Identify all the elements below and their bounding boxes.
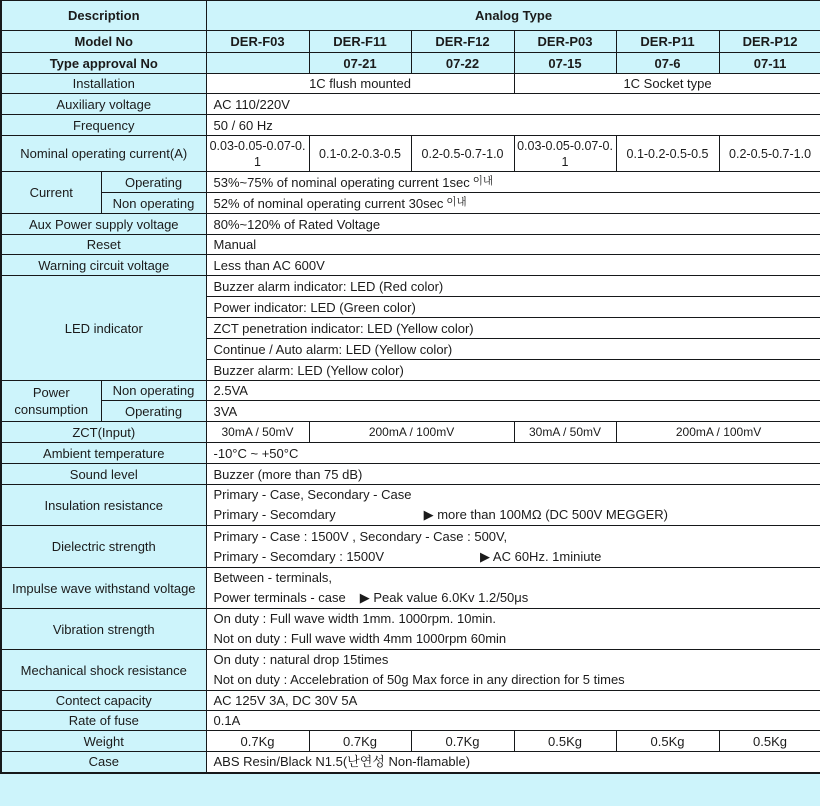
zct-cell: 30mA / 50mV bbox=[206, 422, 309, 443]
approval-label: Type approval No bbox=[1, 53, 206, 74]
approval-cell: 07-11 bbox=[719, 53, 820, 74]
dielectric-value bbox=[206, 526, 820, 568]
nominal-current-cell: 0.03-0.05-0.07-0.1 bbox=[206, 136, 309, 172]
weight-cell: 0.5Kg bbox=[616, 731, 719, 752]
contact-label: Contect capacity bbox=[1, 691, 206, 711]
led-label: LED indicator bbox=[1, 276, 206, 381]
weight-row bbox=[1, 731, 820, 752]
approval-cell: 07-6 bbox=[616, 53, 719, 74]
fuse-value: 0.1A bbox=[206, 711, 820, 731]
reset-label: Reset bbox=[1, 235, 206, 255]
power-operating-label: Operating bbox=[101, 401, 206, 422]
current-nonoperating-label: Non operating bbox=[101, 193, 206, 214]
zct-cell: 200mA / 100mV bbox=[309, 422, 514, 443]
weight-label: Weight bbox=[1, 731, 206, 752]
model-row bbox=[1, 31, 820, 53]
current-nonoperating-value bbox=[206, 193, 820, 214]
approval-cell: 07-15 bbox=[514, 53, 616, 74]
power-nonoperating-row bbox=[1, 381, 820, 401]
impulse-line1: Between - terminals, bbox=[213, 570, 333, 585]
ambient-value: -10°C ~ +50°C bbox=[206, 443, 820, 464]
frequency-value: 50 / 60 Hz bbox=[206, 115, 820, 136]
vibration-line2: Not on duty : Full wave width 4mm 1000rpm 60min bbox=[213, 631, 507, 646]
current-nonoperating-suffix: 이내 bbox=[446, 196, 467, 208]
approval-cell: 07-21 bbox=[309, 53, 411, 74]
insulation-value bbox=[206, 485, 820, 526]
case-label: Case bbox=[1, 752, 206, 773]
installation-flush-cell: 1C flush mounted bbox=[206, 74, 514, 94]
approval-cell: 07-22 bbox=[411, 53, 514, 74]
current-operating-label: Operating bbox=[101, 172, 206, 193]
sound-label: Sound level bbox=[1, 464, 206, 485]
fuse-label: Rate of fuse bbox=[1, 711, 206, 731]
zct-cell: 30mA / 50mV bbox=[514, 422, 616, 443]
model-cell: DER-F03 bbox=[206, 31, 309, 53]
shock-line2: Not on duty : Accelebration of 50g Max force in any direction for 5 times bbox=[213, 672, 625, 687]
weight-cell: 0.7Kg bbox=[309, 731, 411, 752]
model-no-label: Model No bbox=[1, 31, 206, 53]
weight-cell: 0.7Kg bbox=[411, 731, 514, 752]
impulse-line2: Power terminals - case ▶ Peak value 6.0Kv 1.2/50μs bbox=[214, 588, 820, 608]
ambient-label: Ambient temperature bbox=[1, 443, 206, 464]
aux-power-value: 80%~120% of Rated Voltage bbox=[206, 214, 820, 235]
led-item: Power indicator: LED (Green color) bbox=[206, 297, 820, 318]
weight-cell: 0.7Kg bbox=[206, 731, 309, 752]
dielectric-row bbox=[1, 526, 820, 568]
nominal-current-row bbox=[1, 136, 820, 172]
approval-cell bbox=[206, 53, 309, 74]
insulation-line2: Primary - Secomdary ▶ more than 100MΩ (DC 500V MEGGER) bbox=[214, 505, 820, 525]
aux-voltage-label: Auxiliary voltage bbox=[1, 94, 206, 115]
aux-voltage-row bbox=[1, 94, 820, 115]
ambient-row bbox=[1, 443, 820, 464]
shock-row bbox=[1, 650, 820, 691]
description-header: Description bbox=[1, 1, 206, 31]
installation-row bbox=[1, 74, 820, 94]
sound-value: Buzzer (more than 75 dB) bbox=[206, 464, 820, 485]
zct-cell: 200mA / 100mV bbox=[616, 422, 820, 443]
led-item: ZCT penetration indicator: LED (Yellow color) bbox=[206, 318, 820, 339]
insulation-note: ▶ more than 100MΩ (DC 500V MEGGER) bbox=[423, 507, 668, 522]
case-row bbox=[1, 752, 820, 773]
weight-cell: 0.5Kg bbox=[514, 731, 616, 752]
nominal-current-cell: 0.2-0.5-0.7-1.0 bbox=[411, 136, 514, 172]
power-nonoperating-value: 2.5VA bbox=[206, 381, 820, 401]
shock-label: Mechanical shock resistance bbox=[1, 650, 206, 691]
power-nonoperating-label: Non operating bbox=[101, 381, 206, 401]
current-operating-suffix: 이내 bbox=[472, 175, 493, 187]
shock-value bbox=[206, 650, 820, 691]
approval-row bbox=[1, 53, 820, 74]
warning-row bbox=[1, 255, 820, 276]
zct-row bbox=[1, 422, 820, 443]
impulse-note: ▶ Peak value 6.0Kv 1.2/50μs bbox=[359, 590, 529, 605]
led-item: Continue / Auto alarm: LED (Yellow color) bbox=[206, 339, 820, 360]
warning-label: Warning circuit voltage bbox=[1, 255, 206, 276]
dielectric-note: ▶ AC 60Hz. 1miniute bbox=[480, 548, 602, 564]
power-operating-row bbox=[1, 401, 820, 422]
current-nonoperating-text: 52% of nominal operating current 30sec bbox=[213, 196, 444, 211]
impulse-row bbox=[1, 568, 820, 609]
contact-value: AC 125V 3A, DC 30V 5A bbox=[206, 691, 820, 711]
impulse-label: Impulse wave withstand voltage bbox=[1, 568, 206, 609]
current-label: Current bbox=[1, 172, 101, 214]
installation-socket-cell: 1C Socket type bbox=[514, 74, 820, 94]
sound-row bbox=[1, 464, 820, 485]
vibration-line1: On duty : Full wave width 1mm. 1000rpm. 10min. bbox=[213, 611, 497, 626]
vibration-row bbox=[1, 609, 820, 650]
current-operating-text: 53%~75% of nominal operating current 1sec bbox=[213, 175, 470, 190]
insulation-line1: Primary - Case, Secondary - Case bbox=[213, 487, 412, 502]
case-value: ABS Resin/Black N1.5(난연성 Non-flamable) bbox=[206, 752, 820, 773]
nominal-current-cell: 0.1-0.2-0.5-0.5 bbox=[616, 136, 719, 172]
impulse-value bbox=[206, 568, 820, 609]
current-operating-value bbox=[206, 172, 820, 193]
frequency-label: Frequency bbox=[1, 115, 206, 136]
current-nonoperating-row bbox=[1, 193, 820, 214]
power-operating-value: 3VA bbox=[206, 401, 820, 422]
fuse-row bbox=[1, 711, 820, 731]
aux-power-row bbox=[1, 214, 820, 235]
aux-voltage-value: AC 110/220V bbox=[206, 94, 820, 115]
led-item: Buzzer alarm indicator: LED (Red color) bbox=[206, 276, 820, 297]
model-cell: DER-F11 bbox=[309, 31, 411, 53]
contact-row bbox=[1, 691, 820, 711]
led-row bbox=[1, 276, 820, 297]
reset-row bbox=[1, 235, 820, 255]
shock-line1: On duty : natural drop 15times bbox=[213, 652, 389, 667]
nominal-current-cell: 0.03-0.05-0.07-0.1 bbox=[514, 136, 616, 172]
insulation-label: Insulation resistance bbox=[1, 485, 206, 526]
power-consumption-label: Power consumption bbox=[1, 381, 101, 422]
reset-value: Manual bbox=[206, 235, 820, 255]
led-item: Buzzer alarm: LED (Yellow color) bbox=[206, 360, 820, 381]
weight-cell: 0.5Kg bbox=[719, 731, 820, 752]
nominal-current-cell: 0.2-0.5-0.7-1.0 bbox=[719, 136, 820, 172]
analog-type-header: Analog Type bbox=[206, 1, 820, 31]
vibration-value bbox=[206, 609, 820, 650]
insulation-row bbox=[1, 485, 820, 526]
dielectric-line2: Primary - Secomdary : 1500V ▶ AC 60Hz. 1miniute bbox=[214, 547, 820, 567]
model-cell: DER-P12 bbox=[719, 31, 820, 53]
nominal-current-label: Nominal operating current(A) bbox=[1, 136, 206, 172]
warning-value: Less than AC 600V bbox=[206, 255, 820, 276]
current-operating-row bbox=[1, 172, 820, 193]
installation-label: Installation bbox=[1, 74, 206, 94]
model-cell: DER-P03 bbox=[514, 31, 616, 53]
dielectric-label: Dielectric strength bbox=[1, 526, 206, 568]
aux-power-label: Aux Power supply voltage bbox=[1, 214, 206, 235]
frequency-row bbox=[1, 115, 820, 136]
header-row bbox=[1, 1, 820, 31]
model-cell: DER-F12 bbox=[411, 31, 514, 53]
model-cell: DER-P11 bbox=[616, 31, 719, 53]
nominal-current-cell: 0.1-0.2-0.3-0.5 bbox=[309, 136, 411, 172]
zct-label: ZCT(Input) bbox=[1, 422, 206, 443]
vibration-label: Vibration strength bbox=[1, 609, 206, 650]
dielectric-line1: Primary - Case : 1500V , Secondary - Case : 500V, bbox=[213, 528, 508, 544]
